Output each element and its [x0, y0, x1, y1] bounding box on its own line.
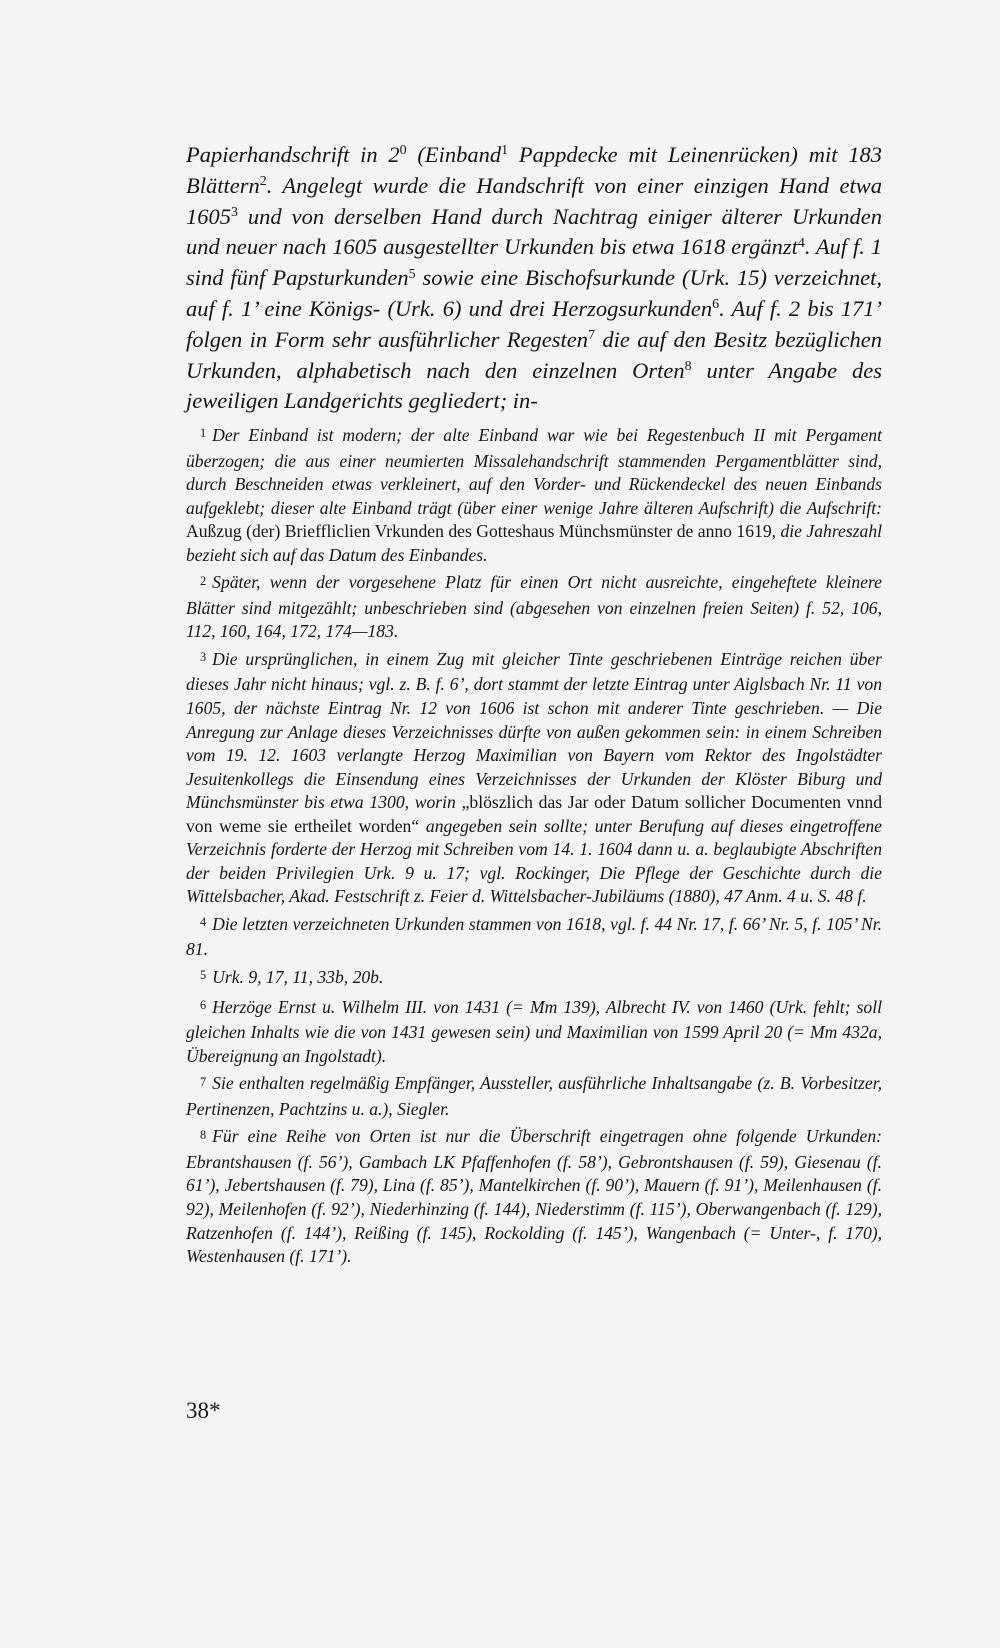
footnote-number: 3 [200, 650, 207, 665]
paragraph-text: die auf den Besitz bezüglichen Urkunden, alphabetisch nach den einzelnen Orten [186, 326, 882, 383]
footnote-text: Sie enthalten regelmäßig Empfänger, Aussteller, ausführliche Inhaltsangabe (z. B. Vorbesitzer, Pertinenzen, Pachtzins u. a.), Siegler. [186, 1073, 882, 1119]
footnote-number: 6 [200, 997, 207, 1012]
footnote-number: 2 [200, 573, 207, 588]
main-paragraph [186, 140, 882, 417]
paragraph-text: . Auf f. 1 sind fünf Papsturkunden [186, 234, 882, 291]
footnote-ref-3[interactable]: 3 [231, 204, 238, 220]
footnote-quote: „blöszlich das Jar oder Datum sollicher Documenten vnnd von weme sie ertheilet worden“ [186, 792, 882, 836]
paragraph-text: unter Angabe des jeweiligen Landgerichts gegliedert; in- [186, 357, 882, 414]
footnote-ref-1[interactable]: 1 [501, 143, 509, 159]
footnote-text: Später, wenn der vorgesehene Platz für einen Ort nicht ausreichte, eingeheftete kleinere Blätter sind mitgezählt; unbeschrieben sind (abgesehen von einzelnen freien Seiten) f. 52, 106, 112, 160, 164, 172, 174—183. [186, 572, 882, 642]
footnote-quote: Außzug (der) Brieffliclien Vrkunden des Gotteshaus Münchsmünster de anno 1619, [186, 521, 777, 542]
footnote-number: 8 [200, 1127, 207, 1142]
footnote-text: Herzöge Ernst u. Wilhelm III. von 1431 (= Mm 139), Albrecht IV. von 1460 (Urk. fehlt; soll gleichen Inhalts wie die von 1431 gewesen sein) und Maximilian von 1599 April 20 (= Mm 432a, Übereignung an Ingolstadt). [186, 996, 882, 1066]
footnote-3 [186, 648, 882, 909]
footnote-text: angegeben sein sollte; unter Berufung auf dieses eingetroffene Verzeichnis forderte der Herzog mit Schreiben vom 14. 1. 1604 dann u. a. beglaubigte Abschriften der beiden Privilegien Urk. 9 u. 17; vgl. Rockinger, Die Pflege der Geschichte durch die Wittelsbacher, Akad. Festschrift z. Feier d. Wittelsbacher-Jubiläums (1880), 47 Anm. 4 u. S. 48 f. [186, 815, 882, 907]
footnote-text: Die ursprünglichen, in einem Zug mit gleicher Tinte geschriebenen Einträge reichen über dieses Jahr nicht hinaus; vgl. z. B. f. 6’, dort stammt der letzte Eintrag unter Aiglsbach Nr. 11 von 1605, der nächste Eintrag Nr. 12 von 1606 ist schon mit anderer Tinte geschrieben. — Die Anregung zur Anlage dieses Verzeichnisses dürfte von außen gekommen sein: in einem Schreiben vom 19. 12. 1603 verlangte Herzog Maximilian von Bayern vom Rektor des Ingolstädter Jesuitenkollegs die Einsendung eines Verzeichnisses der Urkunden der Klöster Biburg und Münchsmünster bis etwa 1300, worin [186, 648, 882, 813]
footnote-5 [186, 966, 882, 992]
footnote-ref-5[interactable]: 5 [408, 266, 416, 282]
footnote-7 [186, 1072, 882, 1121]
superscript-degree: 0 [399, 143, 407, 159]
paragraph-text: und von derselben Hand durch Nachtrag einiger älterer Urkunden und neuer nach 1605 ausgestellter Urkunden bis etwa 1618 ergänzt [186, 203, 882, 260]
footnote-number: 1 [200, 426, 207, 441]
footnote-number: 5 [200, 968, 207, 983]
paragraph-text: Papierhandschrift in 2 [186, 142, 400, 167]
footnote-text: Die letzten verzeichneten Urkunden stammen von 1618, vgl. f. 44 Nr. 17, f. 66’ Nr. 5, f. 105’ Nr. 81. [186, 913, 882, 960]
footnote-ref-6[interactable]: 6 [712, 297, 720, 313]
paragraph-text: . Auf f. 2 bis 171’ folgen in Form sehr ausführlicher Regesten [186, 295, 882, 352]
footnote-text: Für eine Reihe von Orten ist nur die Überschrift eingetragen ohne folgende Urkunden: Ebrantshausen (f. 56’), Gambach LK Pfaffenhofen (f. 58’), Gebrontshausen (f. 59), Giesenau (f. 61’), Jebertshausen (f. 79), Lina (f. 85’), Mantelkirchen (f. 90’), Mauern (f. 91’), Meilenhausen (f. 92), Meilenhofen (f. 92’), Niederhinzing (f. 144), Niederstimm (f. 115’), Oberwangenbach (f. 129), Ratzenhofen (f. 144’), Reißing (f. 145), Rockolding (f. 145’), Wangenbach (= Unter-, f. 170), Westenhausen (f. 171’). [186, 1126, 882, 1267]
footnote-number: 7 [200, 1074, 207, 1089]
footnote-2 [186, 571, 882, 644]
footnote-ref-4[interactable]: 4 [797, 235, 805, 251]
footnotes-section [186, 424, 882, 1273]
footnote-text: Der Einband ist modern; der alte Einband war wie bei Regestenbuch II mit Pergament überzogen; die aus einer neumierten Missalehandschrift stammenden Pergamentblätter sind, durch Beschneiden etwas verkleinert, auf den Vorder- und Rückendeckel des neuen Einbands aufgeklebt; dieser alte Einband trägt (über einer wenige Jahre älteren Aufschrift) die Aufschrift: [186, 425, 882, 518]
paragraph-text: . Angelegt wurde die Handschrift von einer einzigen Hand etwa 1605 [186, 172, 882, 229]
paragraph-text: sowie eine Bischofsurkunde (Urk. 15) verzeichnet, auf f. 1’ eine Königs- (Urk. 6) und drei Herzogsurkunden [186, 265, 882, 321]
footnote-1 [186, 424, 882, 567]
footnote-8 [186, 1125, 882, 1268]
paragraph-text: Pappdecke mit Leinenrücken) mit 183 Blättern [186, 142, 882, 198]
footnote-text: die Jahreszahl bezieht sich auf das Datum des Einbandes. [186, 521, 882, 565]
footnote-text: Urk. 9, 17, 11, 33b, 20b. [212, 967, 384, 988]
page-number: 38* [186, 1398, 221, 1423]
footnote-ref-8[interactable]: 8 [684, 358, 692, 374]
footnote-number: 4 [200, 915, 207, 930]
footnote-ref-7[interactable]: 7 [588, 328, 595, 344]
footnote-ref-2[interactable]: 2 [259, 174, 267, 190]
footnote-6 [186, 996, 882, 1069]
footnote-4 [186, 913, 882, 962]
paragraph-text: (Einband [406, 142, 502, 167]
